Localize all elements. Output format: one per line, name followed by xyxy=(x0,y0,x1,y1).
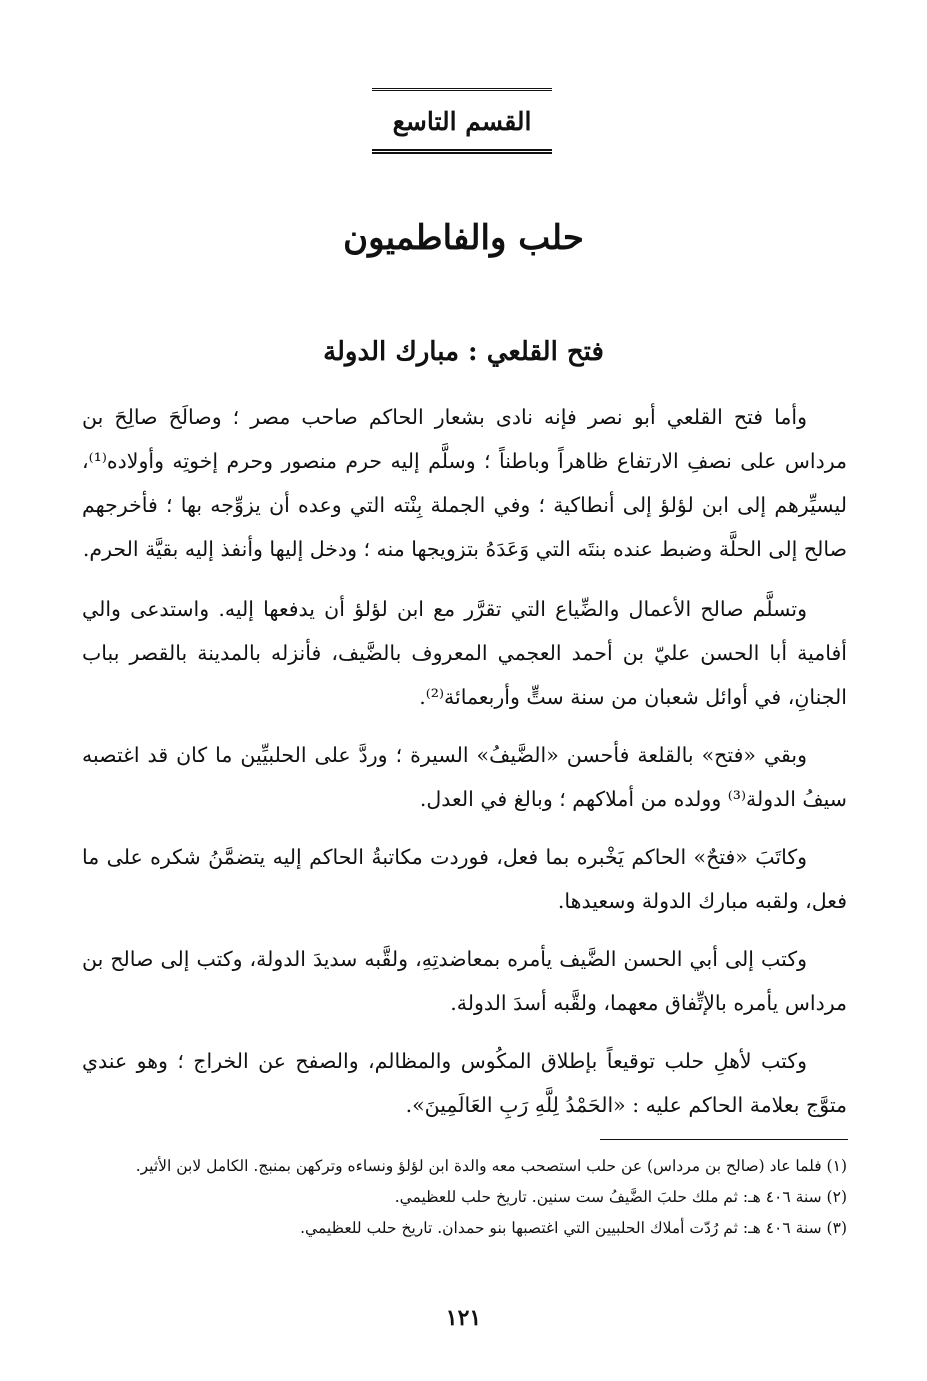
paragraph: وكتب إلى أبي الحسن الضَّيف يأمره بمعاضدتِهِ، ولقَّبه سديدَ الدولة، وكتب إلى صالح بن مرداس يأمره بالإتِّفاق معهما، ولقَّبه أسدَ الدولة. xyxy=(82,947,847,1015)
sub-heading: فتح القلعي : مبارك الدولة xyxy=(323,337,604,367)
section-title-box xyxy=(372,88,552,154)
paragraph: وكاتَبَ «فتحٌ» الحاكم يَخْبره بما فعل، فوردت مكاتبةُ الحاكم إليه يتضمَّنُ شكره على ما فعل، ولقبه مبارك الدولة وسعيدها. xyxy=(82,845,847,913)
body-text xyxy=(82,395,847,1141)
paragraph: وبقي «فتح» بالقلعة فأحسن «الضَّيفُ» السيرة ؛ وردَّ على الحلبيِّين ما كان قد اغتصبه سيفُ الدولة⁽³⁾ وولده من أملاكهم ؛ وبالغ في العدل. xyxy=(82,743,847,811)
footnotes xyxy=(82,1153,847,1246)
paragraph: وكتب لأهلِ حلب توقيعاً بإطلاق المكُوس والمظالم، والصفح عن الخراج ؛ وهو عندي متوَّج بعلامة الحاكم عليه : «الحَمْدُ لِلَّهِ رَبِ العَالَمِينَ». xyxy=(82,1049,847,1117)
footnote: (١) فلما عاد (صالح بن مرداس) عن حلب استصحب معه والدة ابن لؤلؤ ونساءه وتركهن بمنبج. الكامل لابن الأثير. xyxy=(135,1157,847,1175)
paragraph: وتسلَّم صالح الأعمال والضِّياع التي تقرَّر مع ابن لؤلؤ أن يدفعها إليه. واستدعى والي أفامية أبا الحسن عليّ بن أحمد العجمي المعروف بالضَّيف، فأنزله بالمدينة بالقصر بباب الجنانِ، في أوائل شعبان من سنة ستٍّ وأربعمائة⁽²⁾. xyxy=(82,597,847,709)
chapter-title: حلب والفاطميون xyxy=(343,218,584,258)
page-number: ١٢١ xyxy=(445,1305,482,1331)
footnote: (٢) سنة ٤٠٦ هـ: ثم ملك حلبَ الضَّيفُ ست سنين. تاريخ حلب للعظيمي. xyxy=(394,1188,847,1206)
section-title: القسم التاسع xyxy=(392,107,532,136)
paragraph: وأما فتح القلعي أبو نصر فإنه نادى بشعار الحاكم صاحب مصر ؛ وصالَحَ صالِحَ بن مرداس على نصفِ الارتفاع ظاهراً وباطناً ؛ وسلَّم إليه حرم منصور وحرم إخوتِه وأولاده⁽¹⁾، ليسيِّرهم إلى ابن لؤلؤ إلى أنطاكية ؛ وفي الجملة بِنْته التي وعده أن يزوِّجه بها ؛ فأخرجهم صالح إلى الحلَّة وضبط عنده بنتَه التي وَعَدَهُ بتزويجها منه ؛ ودخل إليها وأنفذ إليه بقيَّة الحرم. xyxy=(82,405,847,561)
footnote: (٣) سنة ٤٠٦ هـ: ثم رُدّت أملاك الحلبيين التي اغتصبها بنو حمدان. تاريخ حلب للعظيمي. xyxy=(300,1219,847,1237)
footnote-divider xyxy=(600,1139,848,1140)
